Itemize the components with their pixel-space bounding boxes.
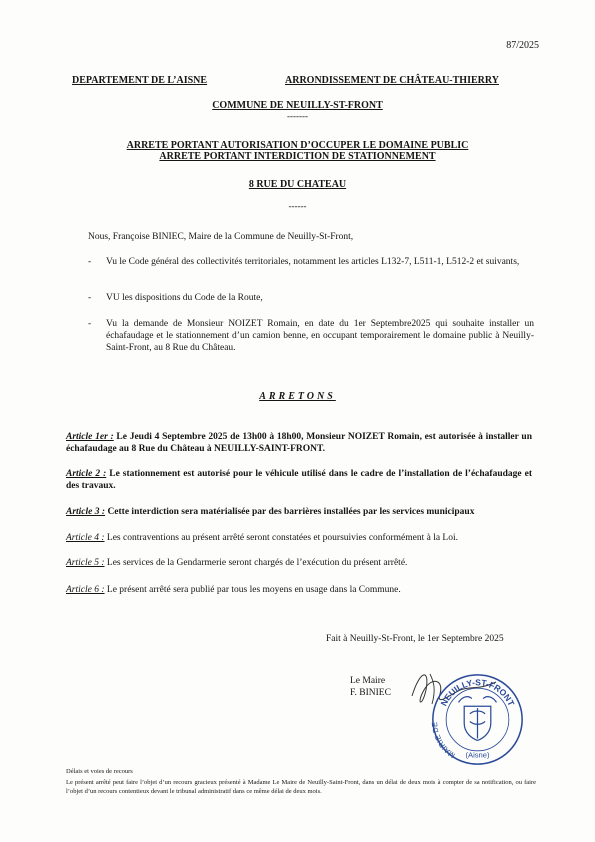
visa-item <box>88 256 534 268</box>
stamp-left-text: MAIRIE DE <box>430 721 457 760</box>
arrete-title-2: ARRETE PORTANT INTERDICTION DE STATIONNEMENT <box>159 151 436 162</box>
article-4 <box>66 532 532 544</box>
article-label: Article 2 : <box>66 469 107 479</box>
visa-text: Vu le Code général des collectivités territoriales, notamment les articles L132-7, L511-1, L512-2 et suivants, <box>106 257 520 267</box>
article-2 <box>66 468 532 492</box>
article-label: Article 3 : <box>66 507 106 517</box>
official-stamp <box>430 672 525 767</box>
visa-text: VU les dispositions du Code de la Route, <box>106 293 263 303</box>
address-title: 8 RUE DU CHATEAU <box>248 179 347 190</box>
article-5 <box>66 557 532 569</box>
visa-item <box>88 292 534 304</box>
footer-text: Le présent arrêté peut faire l’objet d’un recours gracieux présenté à Madame Le Maire de Neuilly-Saint-Front, dans un délai de deux mois à compter de sa notification, ou faire l’objet d’un recours contentieux devant le tribunal administratif dans ce même délai de deux mois. <box>66 779 536 795</box>
separator-line: ------- <box>287 111 308 121</box>
arrondissement-header: ARRONDISSEMENT DE CHÂTEAU-THIERRY <box>285 75 499 86</box>
visa-bullet: - <box>88 319 92 329</box>
article-label: Article 4 : <box>66 533 105 543</box>
stamp-bottom-text: (Aisne) <box>465 750 490 760</box>
article-6 <box>66 584 532 596</box>
article-text: Le présent arrêté sera publié par tous les moyens en usage dans la Commune. <box>106 585 401 595</box>
article-1 <box>66 431 532 455</box>
article-label: Article 5 : <box>66 558 105 568</box>
stamp-top-text: NEUILLY-ST-FRONT <box>438 677 517 708</box>
commune-title: COMMUNE DE NEUILLY-ST-FRONT <box>212 100 383 111</box>
signatory-title: Le Maire <box>350 676 386 686</box>
article-text: Les services de la Gendarmerie seront chargés de l’exécution du présent arrêté. <box>106 558 408 568</box>
article-text: Cette interdiction sera matérialisée par des barrières installées par les services municipaux <box>107 507 475 517</box>
footer-title: Délais et voies de recours <box>66 768 133 775</box>
arrete-title-1: ARRETE PORTANT AUTORISATION D’OCCUPER LE DOMAINE PUBLIC <box>126 140 469 151</box>
article-label: Article 1er : <box>66 432 114 442</box>
article-label: Article 6 : <box>66 585 105 595</box>
coat-of-arms-icon <box>459 697 497 741</box>
arretons-heading: ARRETONS <box>259 391 336 402</box>
place-date-line: Fait à Neuilly-St-Front, le 1er Septembre 2025 <box>326 634 504 644</box>
visa-bullet: - <box>88 257 92 267</box>
article-text: Le stationnement est autorisé pour le véhicule utilisé dans le cadre de l’installation de l’échafaudage et des travaux. <box>66 469 532 491</box>
arrete-titles <box>0 140 595 162</box>
article-text: Les contraventions au présent arrêté seront constatées et poursuivies conformément à la Loi. <box>106 533 459 543</box>
intro-text: Nous, Françoise BINIEC, Maire de la Commune de Neuilly-St-Front, <box>88 232 354 242</box>
reference-number: 87/2025 <box>506 40 539 51</box>
visa-bullet: - <box>88 293 92 303</box>
article-3 <box>66 506 532 518</box>
departement-header: DEPARTEMENT DE L’AISNE <box>72 75 208 86</box>
separator-line-2: ------ <box>288 201 307 211</box>
visa-text: Vu la demande de Monsieur NOIZET Romain, en date du 1er Septembre2025 qui souhaite installer un échafaudage et le stationnement d’un camion benne, en occupant temporairement le domaine public à Neuilly-Saint-Front, au 8 Rue du Château. <box>106 319 534 353</box>
signatory-name: F. BINIEC <box>350 688 391 698</box>
visa-item <box>88 318 534 354</box>
article-text: Le Jeudi 4 Septembre 2025 de 13h00 à 18h00, Monsieur NOIZET Romain, est autorisée à installer un échafaudage au 8 Rue du Château à NEUILLY-SAINT-FRONT. <box>66 432 532 454</box>
